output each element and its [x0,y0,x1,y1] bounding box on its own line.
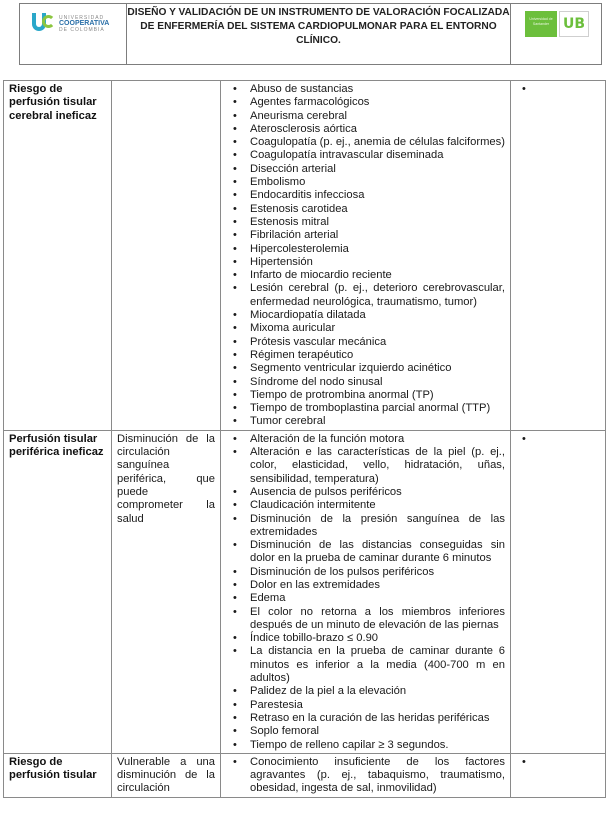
list-item: • Índice tobillo-brazo ≤ 0.90 [250,632,505,645]
factors-cell [221,753,511,797]
list-item: • Tumor cerebral [250,415,505,428]
list-item: • Coagulopatía intravascular diseminada [250,149,505,162]
definition-cell: Vulnerable a una disminución de la circulación [112,753,221,797]
list-item: • Disminución de la presión sanguínea de las extremidades [250,513,505,540]
list-item: • Soplo femoral [250,725,505,738]
header-right-logo-cell [511,4,601,64]
table-row [4,753,606,797]
assessment-cell [511,81,606,431]
list-item: • Disección arterial [250,163,505,176]
list-item: • Segmento ventricular izquierdo acinético [250,362,505,375]
list-item: • Embolismo [250,176,505,189]
list-item: • Estenosis mitral [250,216,505,229]
list-item: • Coagulopatía (p. ej., anemia de células falciformes) [250,136,505,149]
list-item: • Estenosis carotidea [250,203,505,216]
udes-emblem-icon: UB [559,11,589,37]
list-item: • Tiempo de relleno capilar ≥ 3 segundos. [250,739,505,752]
list-item: • Ausencia de pulsos periféricos [250,486,505,499]
title-line-3: CLÍNICO. [296,35,341,46]
list-item: • Régimen terapéutico [250,349,505,362]
assessment-cell [511,753,606,797]
definition-cell [112,81,221,431]
factors-cell [221,81,511,431]
list-item: • La distancia en la prueba de caminar durante 6 minutos es inferior a la media (400-700 m en adultos) [250,645,505,685]
udes-logo [525,11,589,37]
list-item: • Dolor en las extremidades [250,579,505,592]
list-item: • Lesión cerebral (p. ej., deterioro cerebrovascular, enfermedad neurológica, traumatismo, tumor) [250,282,505,309]
diagnosis-cell: Riesgo de perfusión tisular [4,753,112,797]
table-row [4,430,606,753]
diagnosis-cell: Perfusión tisular periférica ineficaz [4,430,112,753]
list-item: • Palidez de la piel a la elevación [250,685,505,698]
list-item: • Fibrilación arterial [250,229,505,242]
title-line-2: DE ENFERMERÍA DEL SISTEMA CARDIOPULMONAR PARA EL ENTORNO [140,21,497,32]
list-item: • Tiempo de protrombina anormal (TP) [250,389,505,402]
list-item: • Disminución de los pulsos periféricos [250,566,505,579]
list-item: • Aneurisma cerebral [250,110,505,123]
logo-bottom-text: DE COLOMBIA [59,27,105,33]
list-item: • Claudicación intermitente [250,499,505,512]
diagnosis-table [3,80,606,798]
definition-cell: Disminución de la circulación sanguínea periférica, que puede comprometer la salud [112,430,221,753]
bullet-mark: • [522,755,526,768]
list-item: • Mixoma auricular [250,322,505,335]
title-line-1: DISEÑO Y VALIDACIÓN DE UN INSTRUMENTO DE VALORACIÓN FOCALIZADA [127,7,510,18]
list-item: • Síndrome del nodo sinusal [250,376,505,389]
list-item: • Hipertensión [250,256,505,269]
list-item: • Parestesia [250,699,505,712]
bullet-mark: • [522,432,526,445]
list-item: • El color no retorna a los miembros inferiores después de un minuto de elevación de las piernas [250,606,505,633]
list-item: • Prótesis vascular mecánica [250,336,505,349]
list-item: • Retraso en la curación de las heridas periféricas [250,712,505,725]
header-left-logo-cell [20,4,127,64]
list-item: • Infarto de miocardio reciente [250,269,505,282]
list-item: • Aterosclerosis aórtica [250,123,505,136]
document-header [19,3,602,65]
list-item: • Agentes farmacológicos [250,96,505,109]
list-item: • Endocarditis infecciosa [250,189,505,202]
list-item: • Hipercolesterolemia [250,243,505,256]
bullet-mark: • [522,83,526,95]
list-item: • Alteración de la función motora [250,433,505,446]
list-item: • Abuso de sustancias [250,83,505,96]
document-title [127,4,511,64]
factors-list [226,756,505,796]
list-item: • Edema [250,592,505,605]
universidad-cooperativa-logo [32,13,109,35]
factors-cell [221,430,511,753]
list-item: • Miocardiopatía dilatada [250,309,505,322]
factors-list [226,433,505,752]
logo-top-text: UNIVERSIDAD [59,15,105,21]
factors-list [226,83,505,429]
diagnosis-cell: Riesgo de perfusión tisular cerebral ineficaz [4,81,112,431]
assessment-cell [511,430,606,753]
table-row [4,81,606,431]
list-item: • Tiempo de tromboplastina parcial anormal (TTP) [250,402,505,415]
logo-name-text: COOPERATIVA [59,20,110,27]
list-item: • Alteración e las características de la piel (p. ej., color, elasticidad, vello, hidratación, uñas, sensibilidad, temperatura) [250,446,505,486]
udes-logo-text: Universidad de Santander [525,11,557,37]
list-item: • Disminución de las distancias conseguidas sin dolor en la prueba de caminar durante 6 minutos [250,539,505,566]
list-item: • Conocimiento insuficiente de los factores agravantes (p. ej., tabaquismo, traumatismo, obesidad, ingesta de sal, inmovilidad) [250,756,505,796]
ucc-emblem-icon [32,13,56,35]
